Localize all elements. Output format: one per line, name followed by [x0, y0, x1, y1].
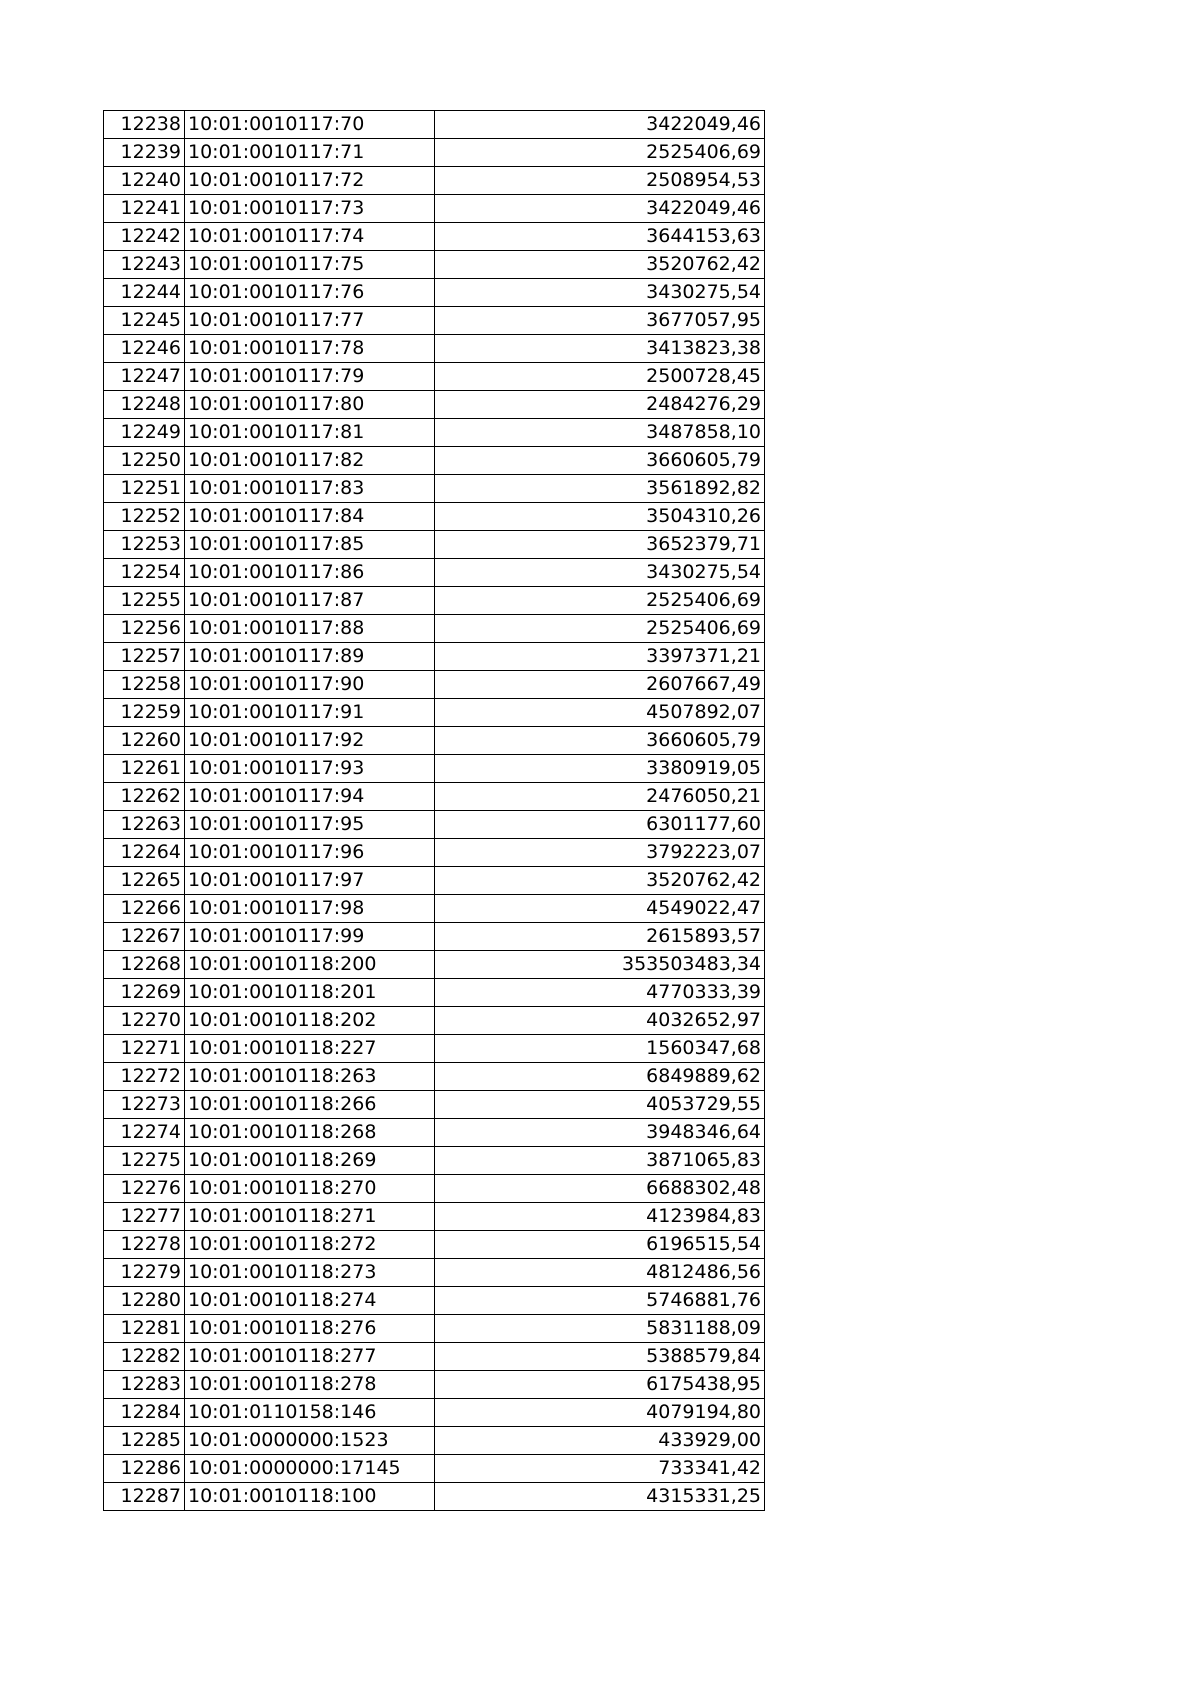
row-number-cell: 12249: [104, 419, 185, 447]
cadastral-number-cell: 10:01:0010117:88: [185, 615, 435, 643]
row-number-cell: 12250: [104, 447, 185, 475]
cadastral-value-cell: 1560347,68: [435, 1035, 765, 1063]
table-row: [104, 1259, 765, 1287]
table-row: [104, 1231, 765, 1259]
table-row: [104, 839, 765, 867]
cadastral-number-cell: 10:01:0010117:91: [185, 699, 435, 727]
cadastral-value-cell: 3677057,95: [435, 307, 765, 335]
table-row: [104, 559, 765, 587]
cadastral-value-cell: 3660605,79: [435, 447, 765, 475]
row-number-cell: 12263: [104, 811, 185, 839]
cadastral-value-cell: 3413823,38: [435, 335, 765, 363]
cadastral-number-cell: 10:01:0010117:85: [185, 531, 435, 559]
cadastral-number-cell: 10:01:0010117:97: [185, 867, 435, 895]
table-row: [104, 699, 765, 727]
table-row: [104, 111, 765, 139]
row-number-cell: 12254: [104, 559, 185, 587]
cadastral-value-cell: 4507892,07: [435, 699, 765, 727]
table-row: [104, 979, 765, 1007]
cadastral-value-cell: 2525406,69: [435, 139, 765, 167]
table-row: [104, 951, 765, 979]
cadastral-value-cell: 3652379,71: [435, 531, 765, 559]
row-number-cell: 12283: [104, 1371, 185, 1399]
table-row: [104, 811, 765, 839]
row-number-cell: 12252: [104, 503, 185, 531]
row-number-cell: 12287: [104, 1483, 185, 1511]
cadastral-value-cell: 3561892,82: [435, 475, 765, 503]
row-number-cell: 12281: [104, 1315, 185, 1343]
cadastral-value-cell: 3660605,79: [435, 727, 765, 755]
table-row: [104, 1035, 765, 1063]
cadastral-value-cell: 3792223,07: [435, 839, 765, 867]
row-number-cell: 12265: [104, 867, 185, 895]
cadastral-number-cell: 10:01:0000000:1523: [185, 1427, 435, 1455]
row-number-cell: 12285: [104, 1427, 185, 1455]
cadastral-value-cell: 6849889,62: [435, 1063, 765, 1091]
table-row: [104, 783, 765, 811]
cadastral-number-cell: 10:01:0010117:72: [185, 167, 435, 195]
table-row: [104, 615, 765, 643]
cadastral-value-cell: 2476050,21: [435, 783, 765, 811]
cadastral-number-cell: 10:01:0010117:79: [185, 363, 435, 391]
table-row: [104, 391, 765, 419]
cadastral-number-cell: 10:01:0010117:74: [185, 223, 435, 251]
cadastral-number-cell: 10:01:0010117:70: [185, 111, 435, 139]
table-row: [104, 1455, 765, 1483]
cadastral-number-cell: 10:01:0010117:78: [185, 335, 435, 363]
cadastral-number-cell: 10:01:0010117:94: [185, 783, 435, 811]
table-row: [104, 195, 765, 223]
table-row: [104, 1203, 765, 1231]
cadastral-value-cell: 4812486,56: [435, 1259, 765, 1287]
cadastral-value-cell: 3422049,46: [435, 111, 765, 139]
cadastral-value-cell: 5746881,76: [435, 1287, 765, 1315]
cadastral-number-cell: 10:01:0010118:201: [185, 979, 435, 1007]
table-row: [104, 251, 765, 279]
row-number-cell: 12239: [104, 139, 185, 167]
cadastral-value-cell: 3520762,42: [435, 867, 765, 895]
cadastral-value-cell: 3380919,05: [435, 755, 765, 783]
cadastral-number-cell: 10:01:0010117:81: [185, 419, 435, 447]
table-row: [104, 1343, 765, 1371]
row-number-cell: 12271: [104, 1035, 185, 1063]
cadastral-number-cell: 10:01:0010117:76: [185, 279, 435, 307]
cadastral-value-cell: 2484276,29: [435, 391, 765, 419]
table-row: [104, 1427, 765, 1455]
table-row: [104, 895, 765, 923]
cadastral-value-cell: 3504310,26: [435, 503, 765, 531]
cadastral-number-cell: 10:01:0010117:93: [185, 755, 435, 783]
table-row: [104, 419, 765, 447]
row-number-cell: 12260: [104, 727, 185, 755]
table-row: [104, 1147, 765, 1175]
cadastral-number-cell: 10:01:0010118:270: [185, 1175, 435, 1203]
table-row: [104, 643, 765, 671]
cadastral-number-cell: 10:01:0010117:84: [185, 503, 435, 531]
cadastral-number-cell: 10:01:0000000:17145: [185, 1455, 435, 1483]
cadastral-value-cell: 6175438,95: [435, 1371, 765, 1399]
cadastral-value-cell: 433929,00: [435, 1427, 765, 1455]
cadastral-value-cell: 3644153,63: [435, 223, 765, 251]
row-number-cell: 12247: [104, 363, 185, 391]
cadastral-number-cell: 10:01:0010117:96: [185, 839, 435, 867]
cadastral-number-cell: 10:01:0010117:83: [185, 475, 435, 503]
cadastral-value-cell: 4053729,55: [435, 1091, 765, 1119]
row-number-cell: 12248: [104, 391, 185, 419]
row-number-cell: 12259: [104, 699, 185, 727]
table-row: [104, 1007, 765, 1035]
cadastral-number-cell: 10:01:0010117:77: [185, 307, 435, 335]
cadastral-number-cell: 10:01:0010117:82: [185, 447, 435, 475]
cadastral-value-cell: 3430275,54: [435, 559, 765, 587]
cadastral-number-cell: 10:01:0010117:99: [185, 923, 435, 951]
cadastral-number-cell: 10:01:0010118:227: [185, 1035, 435, 1063]
table-row: [104, 1175, 765, 1203]
cadastral-value-cell: 3948346,64: [435, 1119, 765, 1147]
row-number-cell: 12238: [104, 111, 185, 139]
cadastral-number-cell: 10:01:0010118:278: [185, 1371, 435, 1399]
cadastral-number-cell: 10:01:0010118:272: [185, 1231, 435, 1259]
cadastral-number-cell: 10:01:0010118:266: [185, 1091, 435, 1119]
table-row: [104, 727, 765, 755]
row-number-cell: 12244: [104, 279, 185, 307]
table-row: [104, 1483, 765, 1511]
table-row: [104, 279, 765, 307]
row-number-cell: 12269: [104, 979, 185, 1007]
cadastral-value-cell: 3871065,83: [435, 1147, 765, 1175]
cadastral-value-cell: 3397371,21: [435, 643, 765, 671]
cadastral-number-cell: 10:01:0010118:263: [185, 1063, 435, 1091]
row-number-cell: 12255: [104, 587, 185, 615]
row-number-cell: 12243: [104, 251, 185, 279]
cadastral-number-cell: 10:01:0010118:276: [185, 1315, 435, 1343]
table-row: [104, 447, 765, 475]
cadastral-value-cell: 353503483,34: [435, 951, 765, 979]
cadastral-number-cell: 10:01:0010118:269: [185, 1147, 435, 1175]
row-number-cell: 12277: [104, 1203, 185, 1231]
table-row: [104, 671, 765, 699]
table-row: [104, 755, 765, 783]
cadastral-number-cell: 10:01:0010117:75: [185, 251, 435, 279]
row-number-cell: 12253: [104, 531, 185, 559]
cadastral-number-cell: 10:01:0010117:92: [185, 727, 435, 755]
table-row: [104, 167, 765, 195]
cadastral-value-cell: 4315331,25: [435, 1483, 765, 1511]
cadastral-value-cell: 3422049,46: [435, 195, 765, 223]
cadastral-number-cell: 10:01:0010118:277: [185, 1343, 435, 1371]
cadastral-value-cell: 6301177,60: [435, 811, 765, 839]
table-row: [104, 531, 765, 559]
table-row: [104, 1119, 765, 1147]
cadastral-number-cell: 10:01:0010117:95: [185, 811, 435, 839]
row-number-cell: 12284: [104, 1399, 185, 1427]
cadastral-number-cell: 10:01:0010118:271: [185, 1203, 435, 1231]
table-row: [104, 1063, 765, 1091]
table-row: [104, 1371, 765, 1399]
cadastral-value-cell: 6196515,54: [435, 1231, 765, 1259]
row-number-cell: 12251: [104, 475, 185, 503]
row-number-cell: 12261: [104, 755, 185, 783]
cadastral-number-cell: 10:01:0010117:80: [185, 391, 435, 419]
cadastral-number-cell: 10:01:0010118:202: [185, 1007, 435, 1035]
cadastral-value-cell: 2615893,57: [435, 923, 765, 951]
cadastral-number-cell: 10:01:0010118:268: [185, 1119, 435, 1147]
row-number-cell: 12276: [104, 1175, 185, 1203]
cadastral-number-cell: 10:01:0010117:89: [185, 643, 435, 671]
row-number-cell: 12258: [104, 671, 185, 699]
cadastral-value-cell: 2525406,69: [435, 615, 765, 643]
table-row: [104, 923, 765, 951]
row-number-cell: 12273: [104, 1091, 185, 1119]
row-number-cell: 12272: [104, 1063, 185, 1091]
row-number-cell: 12278: [104, 1231, 185, 1259]
table-row: [104, 335, 765, 363]
row-number-cell: 12241: [104, 195, 185, 223]
row-number-cell: 12279: [104, 1259, 185, 1287]
row-number-cell: 12270: [104, 1007, 185, 1035]
table-row: [104, 1287, 765, 1315]
table-row: [104, 139, 765, 167]
cadastral-value-cell: 4770333,39: [435, 979, 765, 1007]
row-number-cell: 12266: [104, 895, 185, 923]
row-number-cell: 12262: [104, 783, 185, 811]
cadastral-number-cell: 10:01:0010117:86: [185, 559, 435, 587]
cadastral-value-cell: 2500728,45: [435, 363, 765, 391]
table-row: [104, 587, 765, 615]
cadastral-number-cell: 10:01:0010117:87: [185, 587, 435, 615]
table-row: [104, 307, 765, 335]
row-number-cell: 12256: [104, 615, 185, 643]
cadastral-value-cell: 4123984,83: [435, 1203, 765, 1231]
cadastral-number-cell: 10:01:0010118:274: [185, 1287, 435, 1315]
cadastral-number-cell: 10:01:0010117:98: [185, 895, 435, 923]
table-body: [104, 111, 765, 1511]
row-number-cell: 12280: [104, 1287, 185, 1315]
cadastral-value-cell: 2508954,53: [435, 167, 765, 195]
table-row: [104, 475, 765, 503]
cadastral-value-cell: 733341,42: [435, 1455, 765, 1483]
row-number-cell: 12274: [104, 1119, 185, 1147]
row-number-cell: 12267: [104, 923, 185, 951]
cadastral-number-cell: 10:01:0110158:146: [185, 1399, 435, 1427]
cadastral-number-cell: 10:01:0010117:71: [185, 139, 435, 167]
cadastral-value-cell: 6688302,48: [435, 1175, 765, 1203]
table-row: [104, 867, 765, 895]
table-row: [104, 1091, 765, 1119]
cadastral-number-cell: 10:01:0010118:200: [185, 951, 435, 979]
table-row: [104, 1399, 765, 1427]
cadastral-value-cell: 4549022,47: [435, 895, 765, 923]
cadastral-value-cell: 5831188,09: [435, 1315, 765, 1343]
cadastral-value-table: [103, 110, 765, 1511]
cadastral-value-cell: 3430275,54: [435, 279, 765, 307]
table-row: [104, 503, 765, 531]
table-row: [104, 1315, 765, 1343]
cadastral-value-cell: 5388579,84: [435, 1343, 765, 1371]
cadastral-number-cell: 10:01:0010117:73: [185, 195, 435, 223]
table-row: [104, 363, 765, 391]
row-number-cell: 12245: [104, 307, 185, 335]
cadastral-number-cell: 10:01:0010117:90: [185, 671, 435, 699]
row-number-cell: 12286: [104, 1455, 185, 1483]
cadastral-value-cell: 2525406,69: [435, 587, 765, 615]
cadastral-number-cell: 10:01:0010118:100: [185, 1483, 435, 1511]
cadastral-value-cell: 4079194,80: [435, 1399, 765, 1427]
table-row: [104, 223, 765, 251]
row-number-cell: 12242: [104, 223, 185, 251]
cadastral-value-cell: 4032652,97: [435, 1007, 765, 1035]
row-number-cell: 12275: [104, 1147, 185, 1175]
cadastral-value-cell: 3520762,42: [435, 251, 765, 279]
cadastral-value-cell: 2607667,49: [435, 671, 765, 699]
row-number-cell: 12240: [104, 167, 185, 195]
cadastral-value-cell: 3487858,10: [435, 419, 765, 447]
row-number-cell: 12257: [104, 643, 185, 671]
row-number-cell: 12264: [104, 839, 185, 867]
row-number-cell: 12246: [104, 335, 185, 363]
cadastral-number-cell: 10:01:0010118:273: [185, 1259, 435, 1287]
row-number-cell: 12268: [104, 951, 185, 979]
row-number-cell: 12282: [104, 1343, 185, 1371]
